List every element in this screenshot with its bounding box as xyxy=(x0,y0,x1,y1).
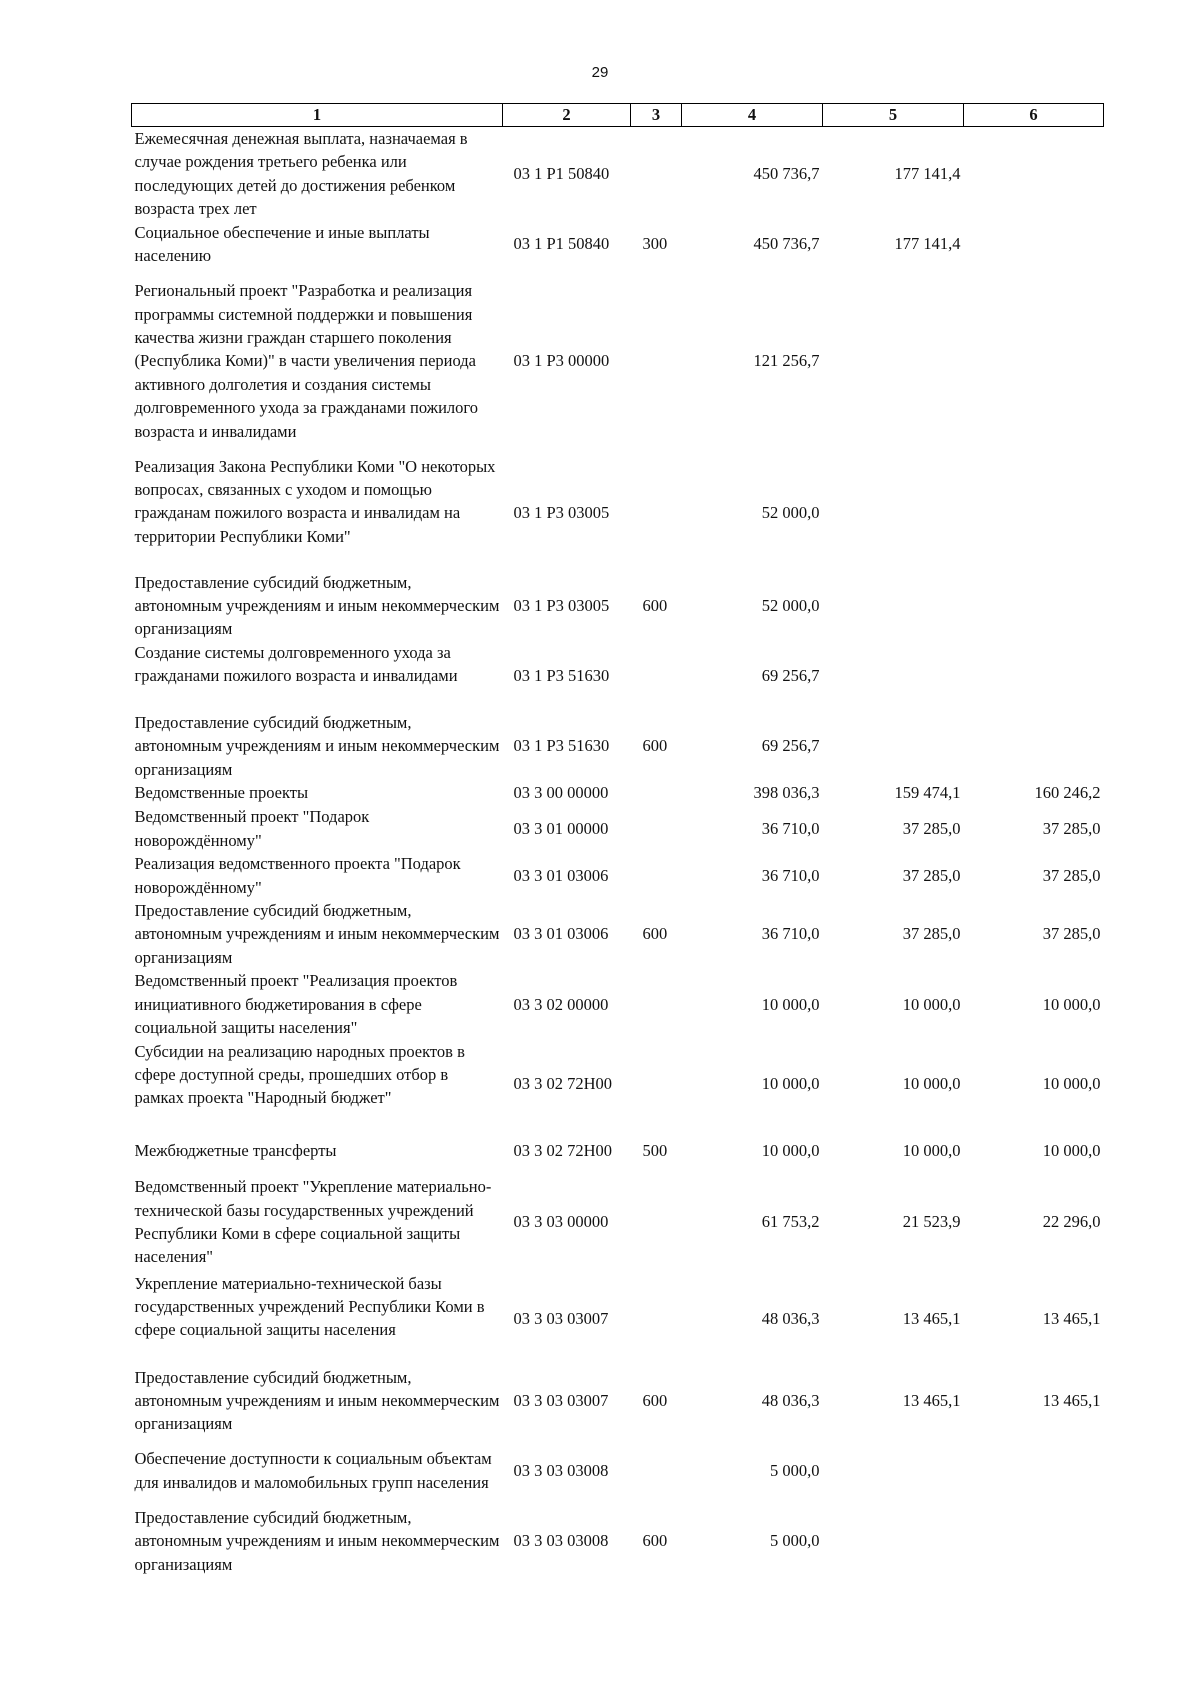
row-name: Предоставление субсидий бюджетным, автономным учреждениям и иным некоммерческим организациям xyxy=(134,712,500,779)
row-name: Реализация Закона Республики Коми "О некоторых вопросах, связанных с уходом и помощью гражданам пожилого возраста и инвалидам на территории Республики Коми" xyxy=(134,456,496,546)
row-value-2: 177 141,4 xyxy=(894,164,961,184)
row-value-1: 121 256,7 xyxy=(753,351,820,371)
row-value-2 xyxy=(823,711,964,781)
row-value-3 xyxy=(964,127,1104,221)
row-code: 03 3 03 03007 xyxy=(513,1308,609,1328)
row-value-2 xyxy=(823,1436,964,1506)
row-value-2: 37 285,0 xyxy=(902,865,961,885)
row-code: 03 3 03 03008 xyxy=(513,1531,609,1551)
row-code: 03 3 01 03006 xyxy=(513,865,609,885)
row-group: 600 xyxy=(642,1531,668,1551)
row-value-2: 177 141,4 xyxy=(894,234,961,254)
row-group xyxy=(631,1040,682,1129)
row-group xyxy=(631,268,682,455)
row-group xyxy=(631,1173,682,1272)
row-value-3: 37 285,0 xyxy=(1042,924,1101,944)
row-value-3 xyxy=(964,641,1104,711)
row-name: Предоставление субсидий бюджетным, автономным учреждениям и иным некоммерческим организациям xyxy=(134,1367,500,1434)
row-value-2: 159 474,1 xyxy=(894,783,961,803)
row-group xyxy=(631,852,682,899)
row-code: 03 3 03 03008 xyxy=(513,1461,609,1481)
row-value-3: 160 246,2 xyxy=(1034,783,1101,803)
row-value-3: 13 465,1 xyxy=(1042,1390,1101,1410)
row-value-3: 37 285,0 xyxy=(1042,818,1101,838)
row-value-2: 10 000,0 xyxy=(902,1074,961,1094)
row-name: Ежемесячная денежная выплата, назначаемая в случае рождения третьего ребенка или последующих детей до достижения ребенком возраста трех лет xyxy=(134,129,468,219)
row-value-2 xyxy=(823,455,964,571)
row-value-1: 48 036,3 xyxy=(761,1308,820,1328)
table-header xyxy=(132,104,1104,127)
row-value-2 xyxy=(823,1506,964,1576)
row-name: Социальное обеспечение и иные выплаты населению xyxy=(134,222,430,266)
row-value-3 xyxy=(964,711,1104,781)
table-row xyxy=(132,221,1104,268)
row-value-1: 5 000,0 xyxy=(770,1531,820,1551)
row-value-3 xyxy=(964,1506,1104,1576)
header-cell-6: 6 xyxy=(964,104,1104,127)
row-value-2: 21 523,9 xyxy=(902,1212,961,1232)
row-group: 600 xyxy=(642,736,668,756)
row-code: 03 3 02 72Н00 xyxy=(513,1140,613,1160)
table-row xyxy=(132,641,1104,711)
row-name: Реализация ведомственного проекта "Подарок новорождённому" xyxy=(134,854,461,897)
row-code: 03 3 02 72Н00 xyxy=(513,1074,613,1094)
table-row xyxy=(132,1436,1104,1506)
row-value-3 xyxy=(964,455,1104,571)
row-group xyxy=(631,781,682,805)
row-code: 03 1 Р3 03005 xyxy=(513,502,610,522)
row-value-3 xyxy=(964,1436,1104,1506)
row-code: 03 1 Р3 03005 xyxy=(513,596,610,616)
row-group: 600 xyxy=(642,1390,668,1410)
row-value-1: 450 736,7 xyxy=(753,164,820,184)
row-group: 600 xyxy=(642,596,668,616)
row-value-2: 37 285,0 xyxy=(902,818,961,838)
row-name: Межбюджетные трансферты xyxy=(134,1140,337,1160)
row-value-1: 36 710,0 xyxy=(761,818,820,838)
table-row xyxy=(132,127,1104,221)
table-row xyxy=(132,1129,1104,1173)
row-name: Предоставление субсидий бюджетным, автономным учреждениям и иным некоммерческим организациям xyxy=(134,572,500,639)
table-row xyxy=(132,711,1104,781)
row-value-1: 10 000,0 xyxy=(761,994,820,1014)
row-code: 03 3 03 00000 xyxy=(513,1212,609,1232)
table-row xyxy=(132,805,1104,852)
row-value-1: 398 036,3 xyxy=(753,783,820,803)
row-name: Ведомственный проект "Подарок новорождённому" xyxy=(134,807,370,850)
table-row xyxy=(132,455,1104,571)
row-group: 500 xyxy=(642,1140,668,1160)
row-name: Предоставление субсидий бюджетным, автономным учреждениям и иным некоммерческим организациям xyxy=(134,1507,500,1574)
row-name: Создание системы долговременного ухода за гражданами пожилого возраста и инвалидами xyxy=(134,642,458,686)
table-row xyxy=(132,852,1104,899)
row-code: 03 3 03 03007 xyxy=(513,1390,609,1410)
row-value-3: 22 296,0 xyxy=(1042,1212,1101,1232)
row-value-2: 10 000,0 xyxy=(902,1140,961,1160)
table-row xyxy=(132,571,1104,641)
row-value-3 xyxy=(964,221,1104,268)
header-cell-1: 1 xyxy=(132,104,503,127)
row-value-1: 61 753,2 xyxy=(761,1212,820,1232)
row-code: 03 3 02 00000 xyxy=(513,994,609,1014)
row-name: Ведомственные проекты xyxy=(134,783,309,803)
row-code: 03 1 Р3 51630 xyxy=(513,666,610,686)
row-code: 03 1 Р3 00000 xyxy=(513,351,610,371)
table-row xyxy=(132,1272,1104,1366)
row-value-1: 10 000,0 xyxy=(761,1140,820,1160)
budget-table xyxy=(131,103,1104,1576)
table-row xyxy=(132,268,1104,455)
header-cell-5: 5 xyxy=(823,104,964,127)
row-value-1: 450 736,7 xyxy=(753,234,820,254)
row-name: Ведомственный проект "Укрепление материально-технической базы государственных учреждений Республики Коми в сфере социальной защиты населения" xyxy=(134,1177,492,1267)
row-value-1: 5 000,0 xyxy=(770,1461,820,1481)
page-number: 29 xyxy=(591,64,609,81)
row-value-1: 36 710,0 xyxy=(761,865,820,885)
table-row xyxy=(132,969,1104,1039)
row-value-2: 13 465,1 xyxy=(902,1308,961,1328)
row-code: 03 3 00 00000 xyxy=(513,783,609,803)
table-row xyxy=(132,781,1104,805)
table-row xyxy=(132,1506,1104,1576)
row-value-3: 10 000,0 xyxy=(1042,1074,1101,1094)
row-value-3: 10 000,0 xyxy=(1042,1140,1101,1160)
table-body xyxy=(132,127,1104,1576)
row-code: 03 3 01 03006 xyxy=(513,924,609,944)
row-value-3 xyxy=(964,268,1104,455)
row-value-3: 10 000,0 xyxy=(1042,994,1101,1014)
table-row xyxy=(132,1366,1104,1436)
row-value-3 xyxy=(964,571,1104,641)
row-value-2: 37 285,0 xyxy=(902,924,961,944)
row-code: 03 1 Р1 50840 xyxy=(513,164,610,184)
row-value-2 xyxy=(823,571,964,641)
header-row xyxy=(132,104,1104,127)
row-name: Предоставление субсидий бюджетным, автономным учреждениям и иным некоммерческим организациям xyxy=(134,901,500,967)
row-name: Ведомственный проект "Реализация проектов инициативного бюджетирования в сфере социальной защиты населения" xyxy=(134,971,458,1038)
row-value-1: 52 000,0 xyxy=(761,596,820,616)
row-code: 03 3 01 00000 xyxy=(513,818,609,838)
row-value-1: 10 000,0 xyxy=(761,1074,820,1094)
row-name: Укрепление материально-технической базы государственных учреждений Республики Коми в сфере социальной защиты населения xyxy=(134,1273,485,1340)
row-value-3: 13 465,1 xyxy=(1042,1308,1101,1328)
row-name: Региональный проект "Разработка и реализация программы системной поддержки и повышения качества жизни граждан старшего поколения (Республика Коми)" в части увеличения периода активного долголетия и создания системы долговременного ухода за гражданами пожилого возраста и инвалидами xyxy=(134,281,478,441)
row-value-1: 52 000,0 xyxy=(761,502,820,522)
header-cell-3: 3 xyxy=(631,104,682,127)
row-group: 600 xyxy=(642,924,668,944)
table-row xyxy=(132,1040,1104,1129)
row-group xyxy=(631,127,682,221)
row-group xyxy=(631,1436,682,1506)
header-cell-4: 4 xyxy=(682,104,823,127)
row-group: 300 xyxy=(642,234,668,254)
row-group xyxy=(631,455,682,571)
row-value-2: 13 465,1 xyxy=(902,1390,961,1410)
row-value-1: 69 256,7 xyxy=(761,666,820,686)
row-group xyxy=(631,805,682,852)
row-value-2 xyxy=(823,268,964,455)
row-value-1: 69 256,7 xyxy=(761,736,820,756)
row-value-3: 37 285,0 xyxy=(1042,865,1101,885)
row-group xyxy=(631,641,682,711)
table-row xyxy=(132,899,1104,969)
table-row xyxy=(132,1173,1104,1272)
row-code: 03 1 Р1 50840 xyxy=(513,234,610,254)
row-code: 03 1 Р3 51630 xyxy=(513,736,610,756)
row-name: Субсидии на реализацию народных проектов в сфере доступной среды, прошедших отбор в рамках проекта "Народный бюджет" xyxy=(134,1041,465,1108)
header-cell-2: 2 xyxy=(503,104,631,127)
row-value-1: 48 036,3 xyxy=(761,1390,820,1410)
row-value-2 xyxy=(823,641,964,711)
row-group xyxy=(631,969,682,1039)
row-group xyxy=(631,1272,682,1366)
row-value-2: 10 000,0 xyxy=(902,994,961,1014)
row-name: Обеспечение доступности к социальным объектам для инвалидов и маломобильных групп населения xyxy=(134,1449,492,1492)
row-value-1: 36 710,0 xyxy=(761,924,820,944)
